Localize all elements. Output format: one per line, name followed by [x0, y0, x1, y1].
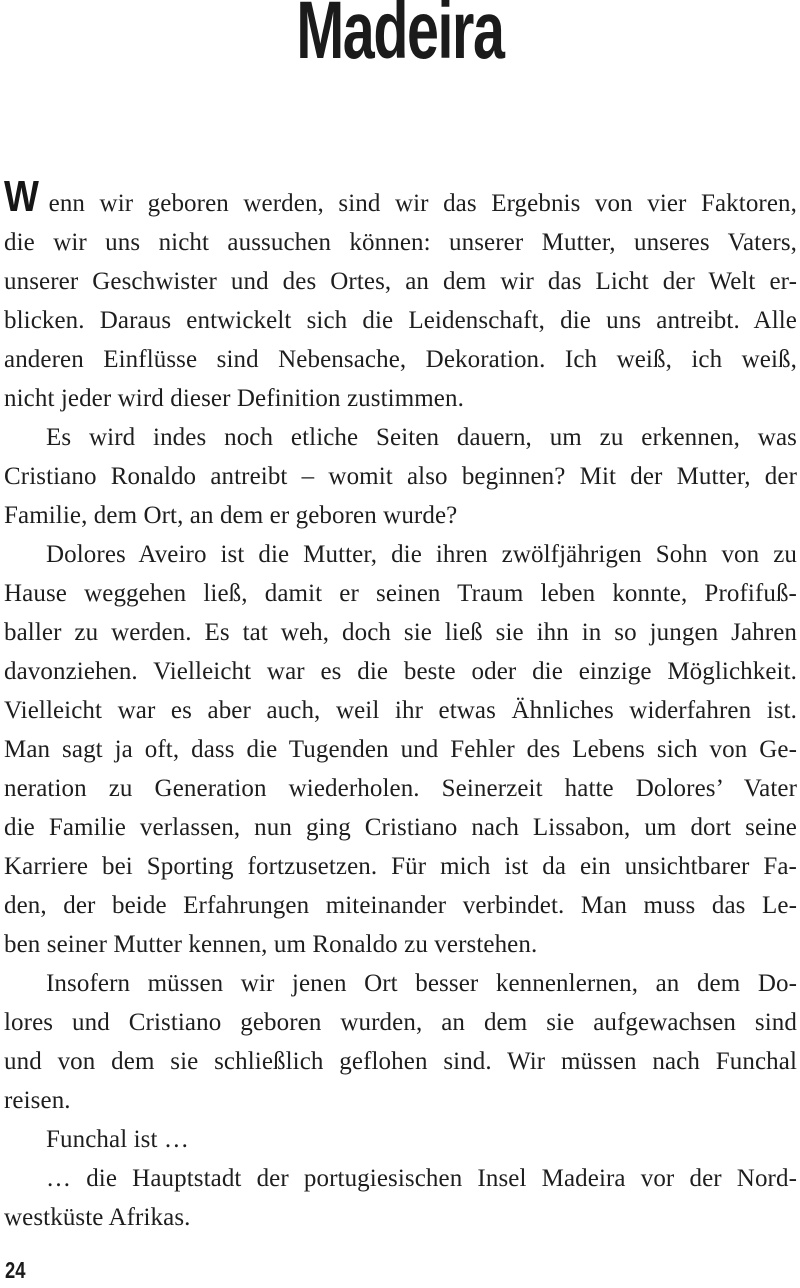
text-line: westküste Afrikas. [4, 1204, 191, 1231]
text-line: Man sagt ja oft, dass die Tugenden und Fehler des Lebens sich von Ge- [4, 736, 797, 763]
text-line: Vielleicht war es aber auch, weil ihr etwas Ähnliches widerfahren ist. [4, 697, 797, 724]
paragraph [4, 535, 797, 964]
paragraph [4, 1120, 797, 1159]
text-line: … die Hauptstadt der portugiesischen Insel Madeira vor der Nord- [46, 1165, 797, 1192]
page-title: Madeira [296, 0, 504, 76]
text-line: Dolores Aveiro ist die Mutter, die ihren zwölfjährigen Sohn von zu [46, 541, 797, 568]
text-line: davonziehen. Vielleicht war es die beste oder die einzige Möglichkeit. [4, 658, 797, 685]
text-line: nicht jeder wird dieser Definition zustimmen. [4, 385, 464, 412]
text-line: unserer Geschwister und des Ortes, an dem wir das Licht der Welt er- [4, 268, 797, 295]
body-text [4, 172, 797, 1237]
text-line: Wenn wir geboren werden, sind wir das Ergebnis von vier Faktoren, [4, 172, 797, 221]
text-line: den, der beide Erfahrungen miteinander verbindet. Man muss das Le- [4, 892, 797, 919]
paragraph [4, 418, 797, 535]
text-line: Familie, dem Ort, an dem er geboren wurde? [4, 502, 458, 529]
text-line: lores und Cristiano geboren wurden, an dem sie aufgewachsen sind [4, 1009, 797, 1036]
text-line: Insofern müssen wir jenen Ort besser kennenlernen, an dem Do- [46, 970, 797, 997]
chapter-title-row [0, 0, 800, 76]
text-line: Karriere bei Sporting fortzusetzen. Für mich ist da ein unsichtbarer Fa- [4, 853, 797, 880]
text-line: ben seiner Mutter kennen, um Ronaldo zu verstehen. [4, 931, 538, 958]
text-line: Cristiano Ronaldo antreibt – womit also beginnen? Mit der Mutter, der [4, 463, 797, 490]
text-line: Es wird indes noch etliche Seiten dauern, um zu erkennen, was [46, 424, 797, 451]
dropcap-letter: W [4, 172, 39, 221]
text-line: die wir uns nicht aussuchen können: unserer Mutter, unseres Vaters, [4, 229, 797, 256]
text-line: baller zu werden. Es tat weh, doch sie ließ sie ihn in so jungen Jahren [4, 619, 797, 646]
text-line: neration zu Generation wiederholen. Seinerzeit hatte Dolores’ Vater [4, 775, 797, 802]
text-line: und von dem sie schließlich geflohen sind. Wir müssen nach Funchal [4, 1048, 797, 1075]
paragraph [4, 964, 797, 1120]
paragraph [4, 172, 797, 418]
text-line: reisen. [4, 1087, 71, 1114]
text-line: Funchal ist … [46, 1126, 189, 1153]
text-line: die Familie verlassen, nun ging Cristiano nach Lissabon, um dort seine [4, 814, 797, 841]
paragraph [4, 1159, 797, 1237]
text-line: blicken. Daraus entwickelt sich die Leidenschaft, die uns antreibt. Alle [4, 307, 797, 334]
text-line: anderen Einflüsse sind Nebensache, Dekoration. Ich weiß, ich weiß, [4, 346, 797, 373]
page-number [5, 1256, 31, 1284]
text-line: Hause weggehen ließ, damit er seinen Traum leben konnte, Profifuß- [4, 580, 797, 607]
page-number-value: 24 [5, 1257, 26, 1283]
